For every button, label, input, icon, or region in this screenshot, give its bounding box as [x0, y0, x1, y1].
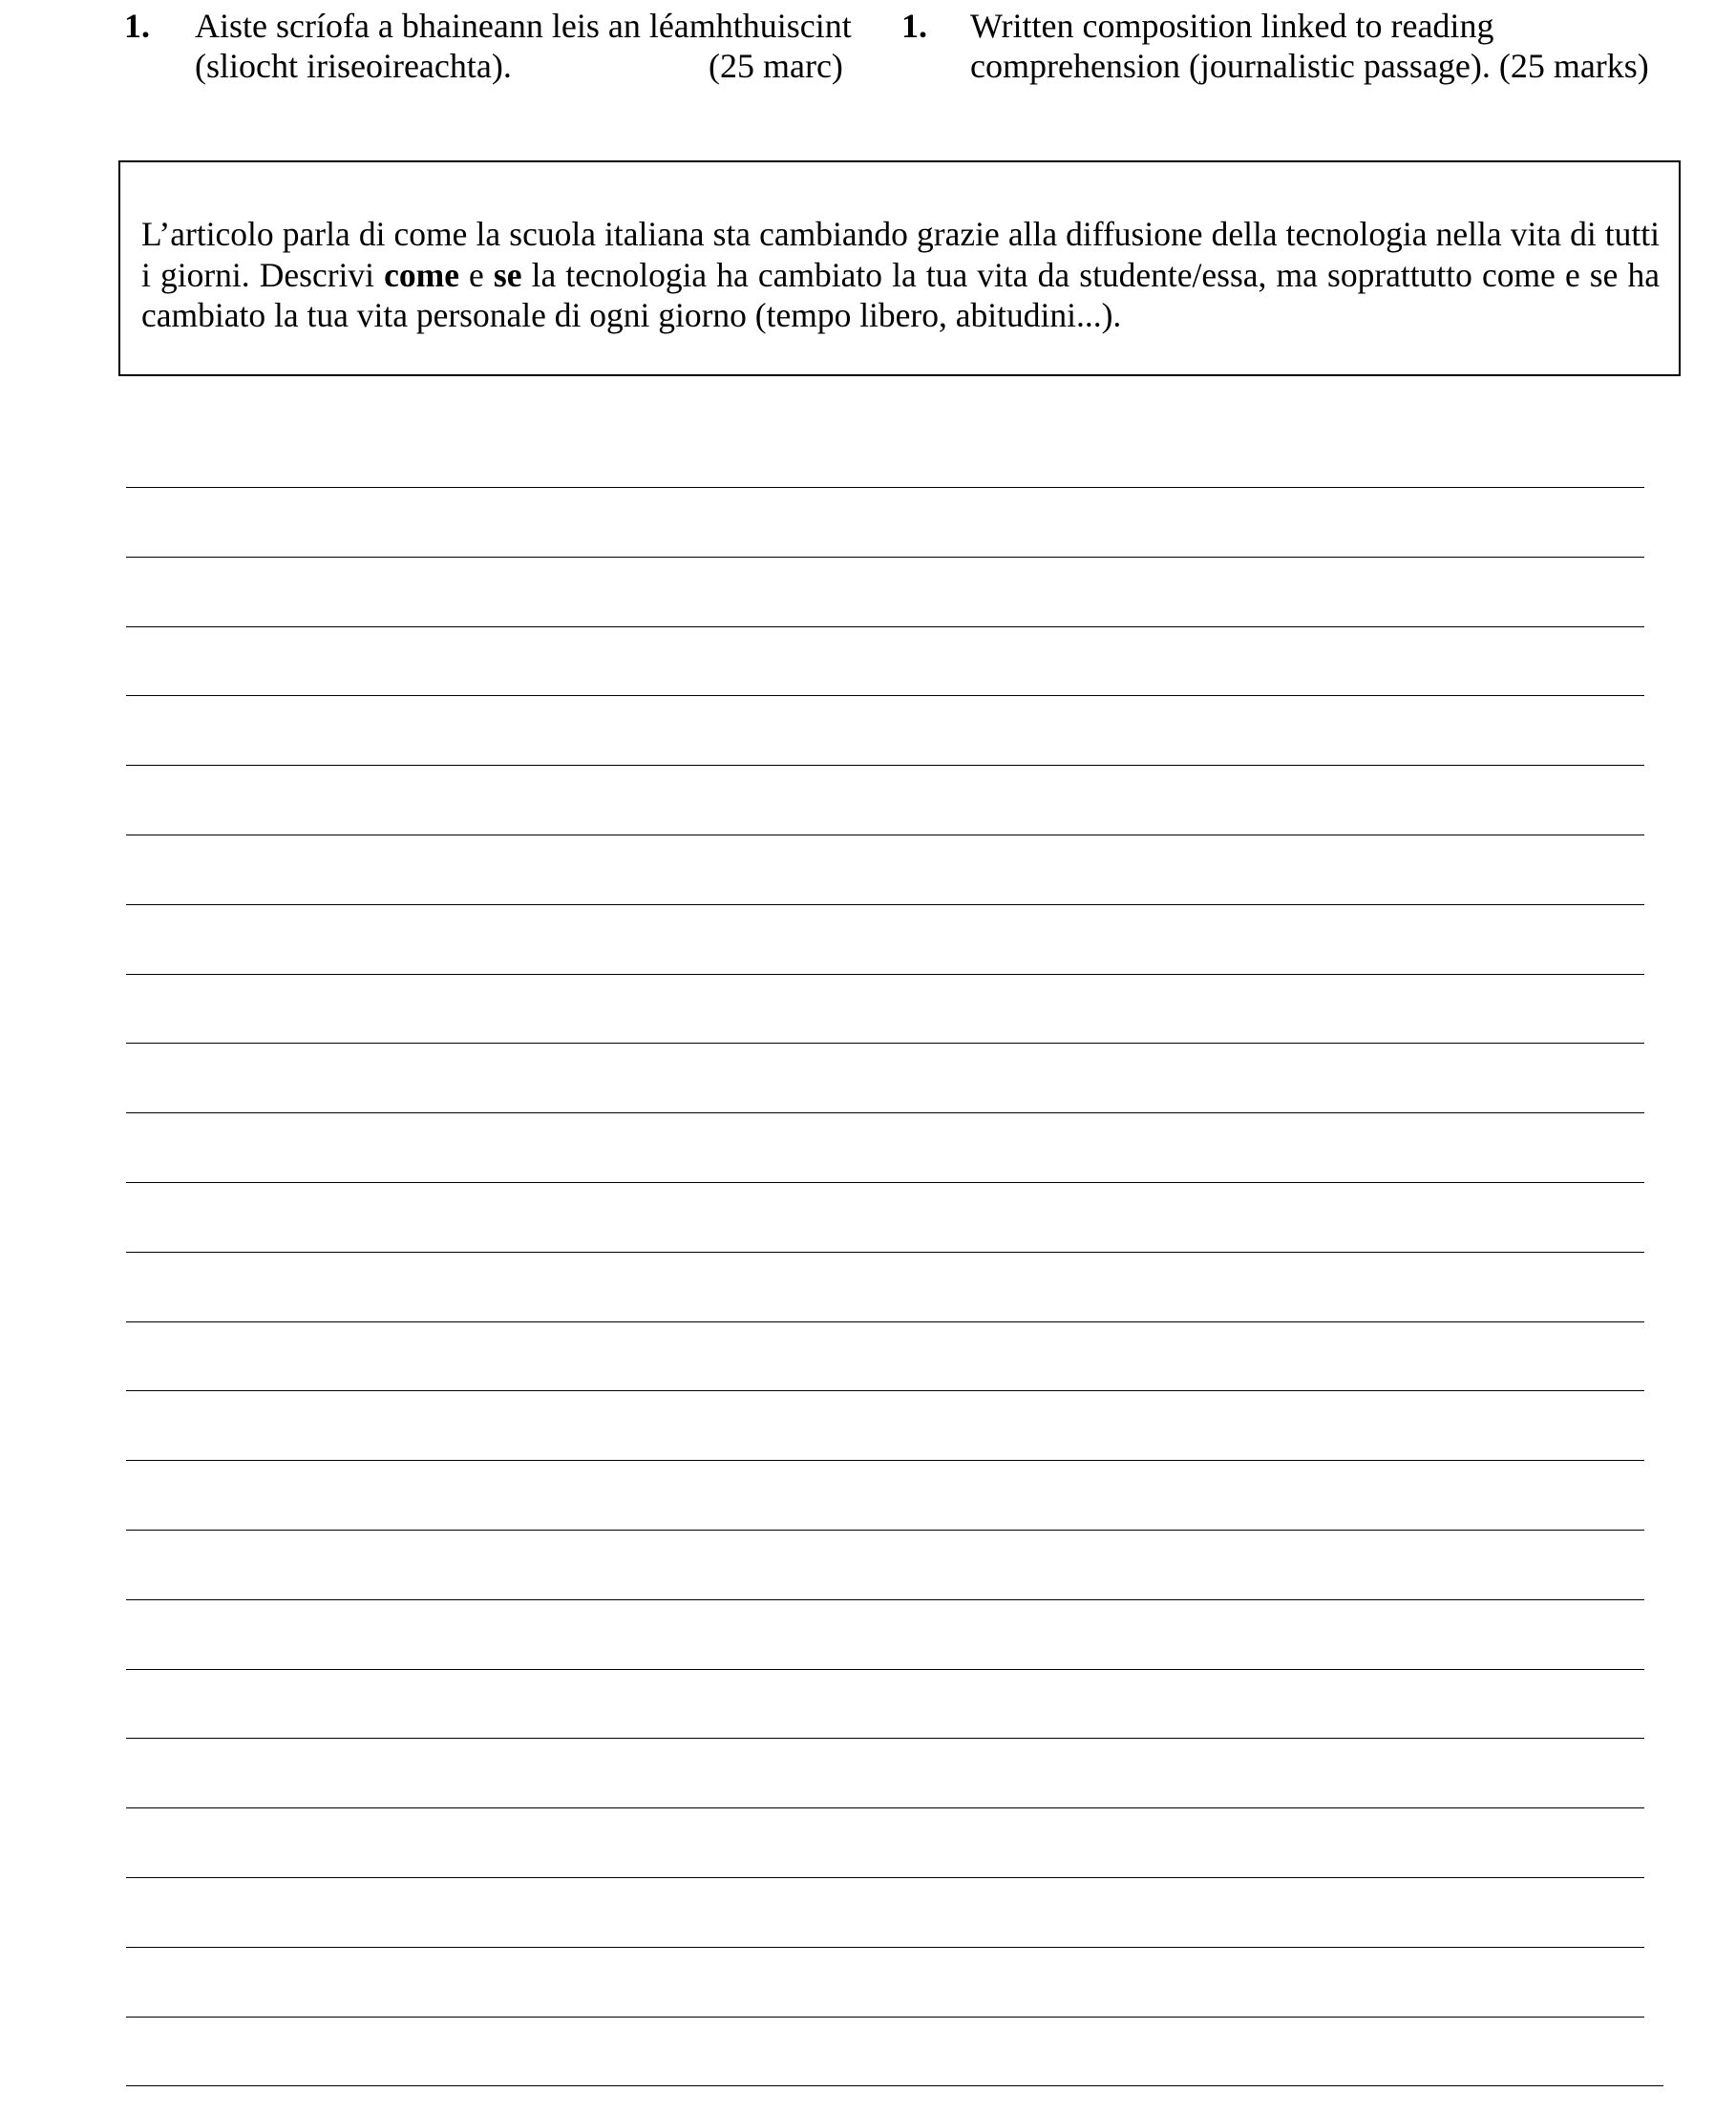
answer-line[interactable]	[126, 1807, 1644, 1808]
answer-line[interactable]	[126, 1669, 1644, 1670]
prompt-text-part1: L’articolo parla di come la scuola italiana sta cambiando grazie alla diffusione della tecnologia nella vita di tutti i giorni. Descrivi	[141, 215, 1660, 294]
answer-line[interactable]	[126, 2085, 1663, 2086]
answer-line[interactable]	[126, 1252, 1644, 1253]
answer-line[interactable]	[126, 2017, 1644, 2018]
question-english-line1: Written composition linked to reading	[970, 7, 1494, 45]
question-irish-line2: (sliocht iriseoireachta).	[195, 47, 512, 85]
answer-line[interactable]	[126, 1043, 1644, 1044]
prompt-text	[141, 214, 1660, 336]
prompt-text-part2: e	[458, 255, 494, 294]
prompt-box	[118, 160, 1681, 376]
answer-line[interactable]	[126, 626, 1644, 627]
marks-irish: (25 marc)	[709, 47, 843, 85]
answer-line[interactable]	[126, 695, 1644, 696]
question-english-line2: comprehension (journalistic passage). (25 marks)	[970, 47, 1649, 85]
question-number-irish: 1.	[124, 7, 150, 45]
answer-line[interactable]	[126, 974, 1644, 975]
answer-line[interactable]	[126, 1599, 1644, 1600]
answer-line[interactable]	[126, 487, 1644, 488]
answer-line[interactable]	[126, 1530, 1644, 1531]
prompt-text-part3: la tecnologia ha cambiato la tua vita da studente/essa, ma soprattutto come e se ha cambiato la tua vita personale di ogni giorno (tempo libero, abitudini...).	[141, 255, 1660, 334]
answer-line[interactable]	[126, 1460, 1644, 1461]
answer-line[interactable]	[126, 1321, 1644, 1322]
answer-line[interactable]	[126, 1738, 1644, 1739]
prompt-bold-se: se	[493, 255, 522, 294]
answer-line[interactable]	[126, 1947, 1644, 1948]
answer-line[interactable]	[126, 1182, 1644, 1183]
answer-line[interactable]	[126, 1112, 1644, 1113]
answer-line[interactable]	[126, 1877, 1644, 1878]
answer-line[interactable]	[126, 765, 1644, 766]
question-number-english: 1.	[901, 7, 927, 45]
answer-line[interactable]	[126, 557, 1644, 558]
prompt-bold-come: come	[384, 255, 459, 294]
answer-line[interactable]	[126, 904, 1644, 905]
question-irish-line1: Aiste scríofa a bhaineann leis an léamhthuiscint	[195, 7, 852, 45]
answer-line[interactable]	[126, 1390, 1644, 1391]
